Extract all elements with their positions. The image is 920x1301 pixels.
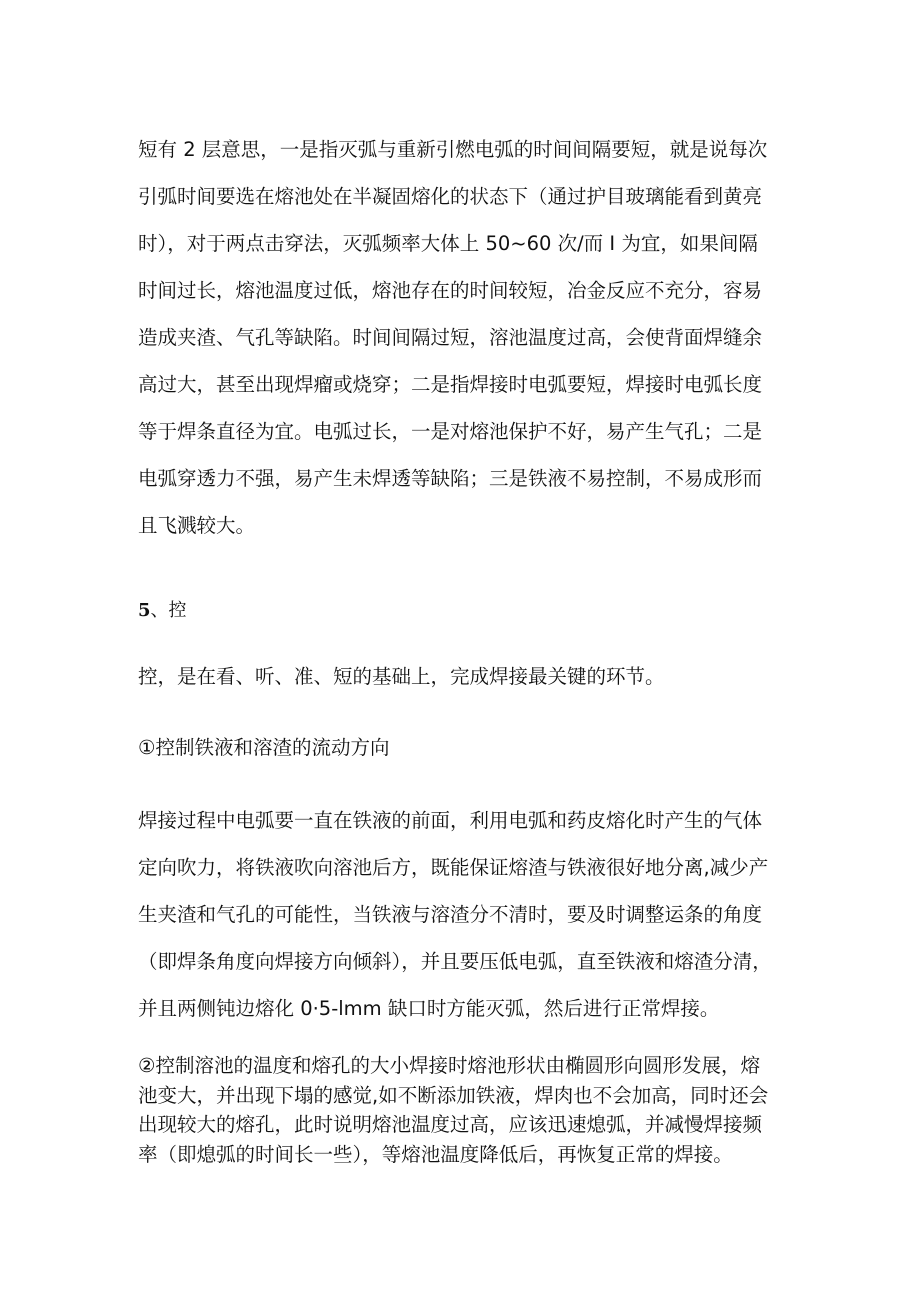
paragraph-line: 焊接过程中电弧要一直在铁液的前面，利用电弧和药皮熔化时产生的气体 bbox=[138, 809, 763, 832]
paragraph-line: 高过大，甚至出现焊瘤或烧穿；二是指焊接时电弧要短，焊接时电弧长度 bbox=[138, 373, 763, 396]
paragraph-line: 造成夹渣、气孔等缺陷。时间间隔过短，溶池温度过高，会使背面焊缝余 bbox=[138, 326, 763, 349]
paragraph-line: 并且两侧钝边熔化 0·5-lmm 缺口时方能灭弧，然后进行正常焊接。 bbox=[138, 997, 720, 1020]
paragraph-line: 电弧穿透力不强，易产生未焊透等缺陷；三是铁液不易控制，不易成形而 bbox=[138, 467, 763, 490]
section-number: 5 bbox=[138, 600, 151, 621]
paragraph-line: 出现较大的熔孔，此时说明熔池温度过高，应该迅速熄弧，并减慢焊接频 bbox=[138, 1113, 763, 1136]
paragraph-line: 引弧时间要选在熔池处在半凝固熔化的状态下（通过护目玻璃能看到黄亮 bbox=[138, 185, 763, 208]
paragraph-line: 且飞溅较大。 bbox=[138, 514, 256, 537]
paragraph-line: 率（即熄弧的时间长一些），等熔池温度降低后，再恢复正常的焊接。 bbox=[138, 1142, 733, 1166]
paragraph-line: 短有 2 层意思，一是指灭弧与重新引燃电弧的时间间隔要短，就是说每次 bbox=[138, 138, 768, 161]
paragraph-line: 等于焊条直径为宜。电弧过长，一是对熔池保护不好，易产生气孔；二是 bbox=[138, 420, 763, 443]
paragraph-line: 时间过长，熔池温度过低，熔池存在的时间较短，冶金反应不充分，容易 bbox=[138, 279, 763, 302]
control-intro: 控，是在看、听、准、短的基础上，完成焊接最关键的环节。 bbox=[138, 665, 665, 688]
item1-title: ①控制铁液和溶渣的流动方向 bbox=[138, 736, 390, 759]
section-separator: 、 bbox=[150, 600, 169, 621]
section-title: 控 bbox=[168, 600, 187, 621]
paragraph-line: ②控制溶池的温度和熔孔的大小焊接时熔池形状由椭圆形向圆形发展，熔 bbox=[138, 1054, 760, 1077]
paragraph-line: （即焊条角度向焊接方向倾斜），并且要压低电弧，直至铁液和熔渣分清， bbox=[138, 950, 772, 973]
item1-paragraph bbox=[138, 797, 798, 1032]
paragraph-line: 时），对于两点击穿法，灭弧频率大体上 50~60 次/而 I 为宜，如果间隔 bbox=[138, 232, 758, 255]
paragraph-line: 生夹渣和气孔的可能性，当铁液与溶渣分不清时，要及时调整运条的角度 bbox=[138, 903, 763, 926]
paragraph-line: 池变大，并出现下塌的感觉,如不断添加铁液，焊肉也不会加高，同时还会 bbox=[138, 1083, 769, 1107]
section-heading-control bbox=[138, 598, 187, 624]
item2-paragraph bbox=[138, 1051, 798, 1169]
paragraph-line: 定向吹力，将铁液吹向溶池后方，既能保证熔渣与铁液很好地分离,减少产 bbox=[138, 856, 769, 879]
short-section-paragraph bbox=[138, 126, 798, 549]
